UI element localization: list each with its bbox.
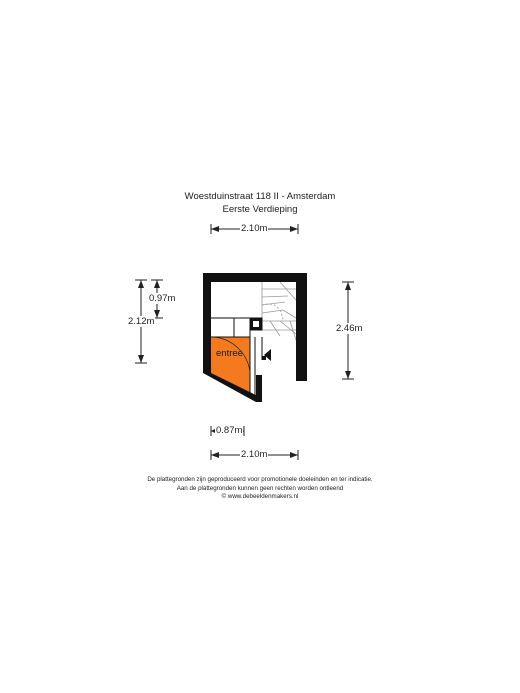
entry-room-label: entree [216, 348, 243, 359]
plan-address: Woestduinstraat 118 II - Amsterdam [184, 191, 336, 202]
bottom-width-label: 2.10m [241, 449, 268, 460]
bottom-small-label: 0.87m [216, 425, 243, 436]
left-small-label: 0.97m [149, 293, 176, 304]
top-width-label: 2.10m [241, 223, 268, 234]
disclaimer [0, 476, 520, 502]
copyright-line: © www.debeeldenmakers.nl [221, 493, 299, 500]
disclaimer-line-1: De plattegronden zijn geproduceerd voor promotionele doeleinden en ter indicatie. [147, 476, 373, 483]
plan-floor-name: Eerste Verdieping [222, 204, 298, 215]
staircase [262, 282, 296, 340]
left-total-label: 2.12m [128, 316, 155, 327]
disclaimer-line-2: Aan de plattegronden kunnen geen rechten worden ontleend [176, 484, 344, 492]
right-total-label: 2.46m [336, 323, 363, 334]
